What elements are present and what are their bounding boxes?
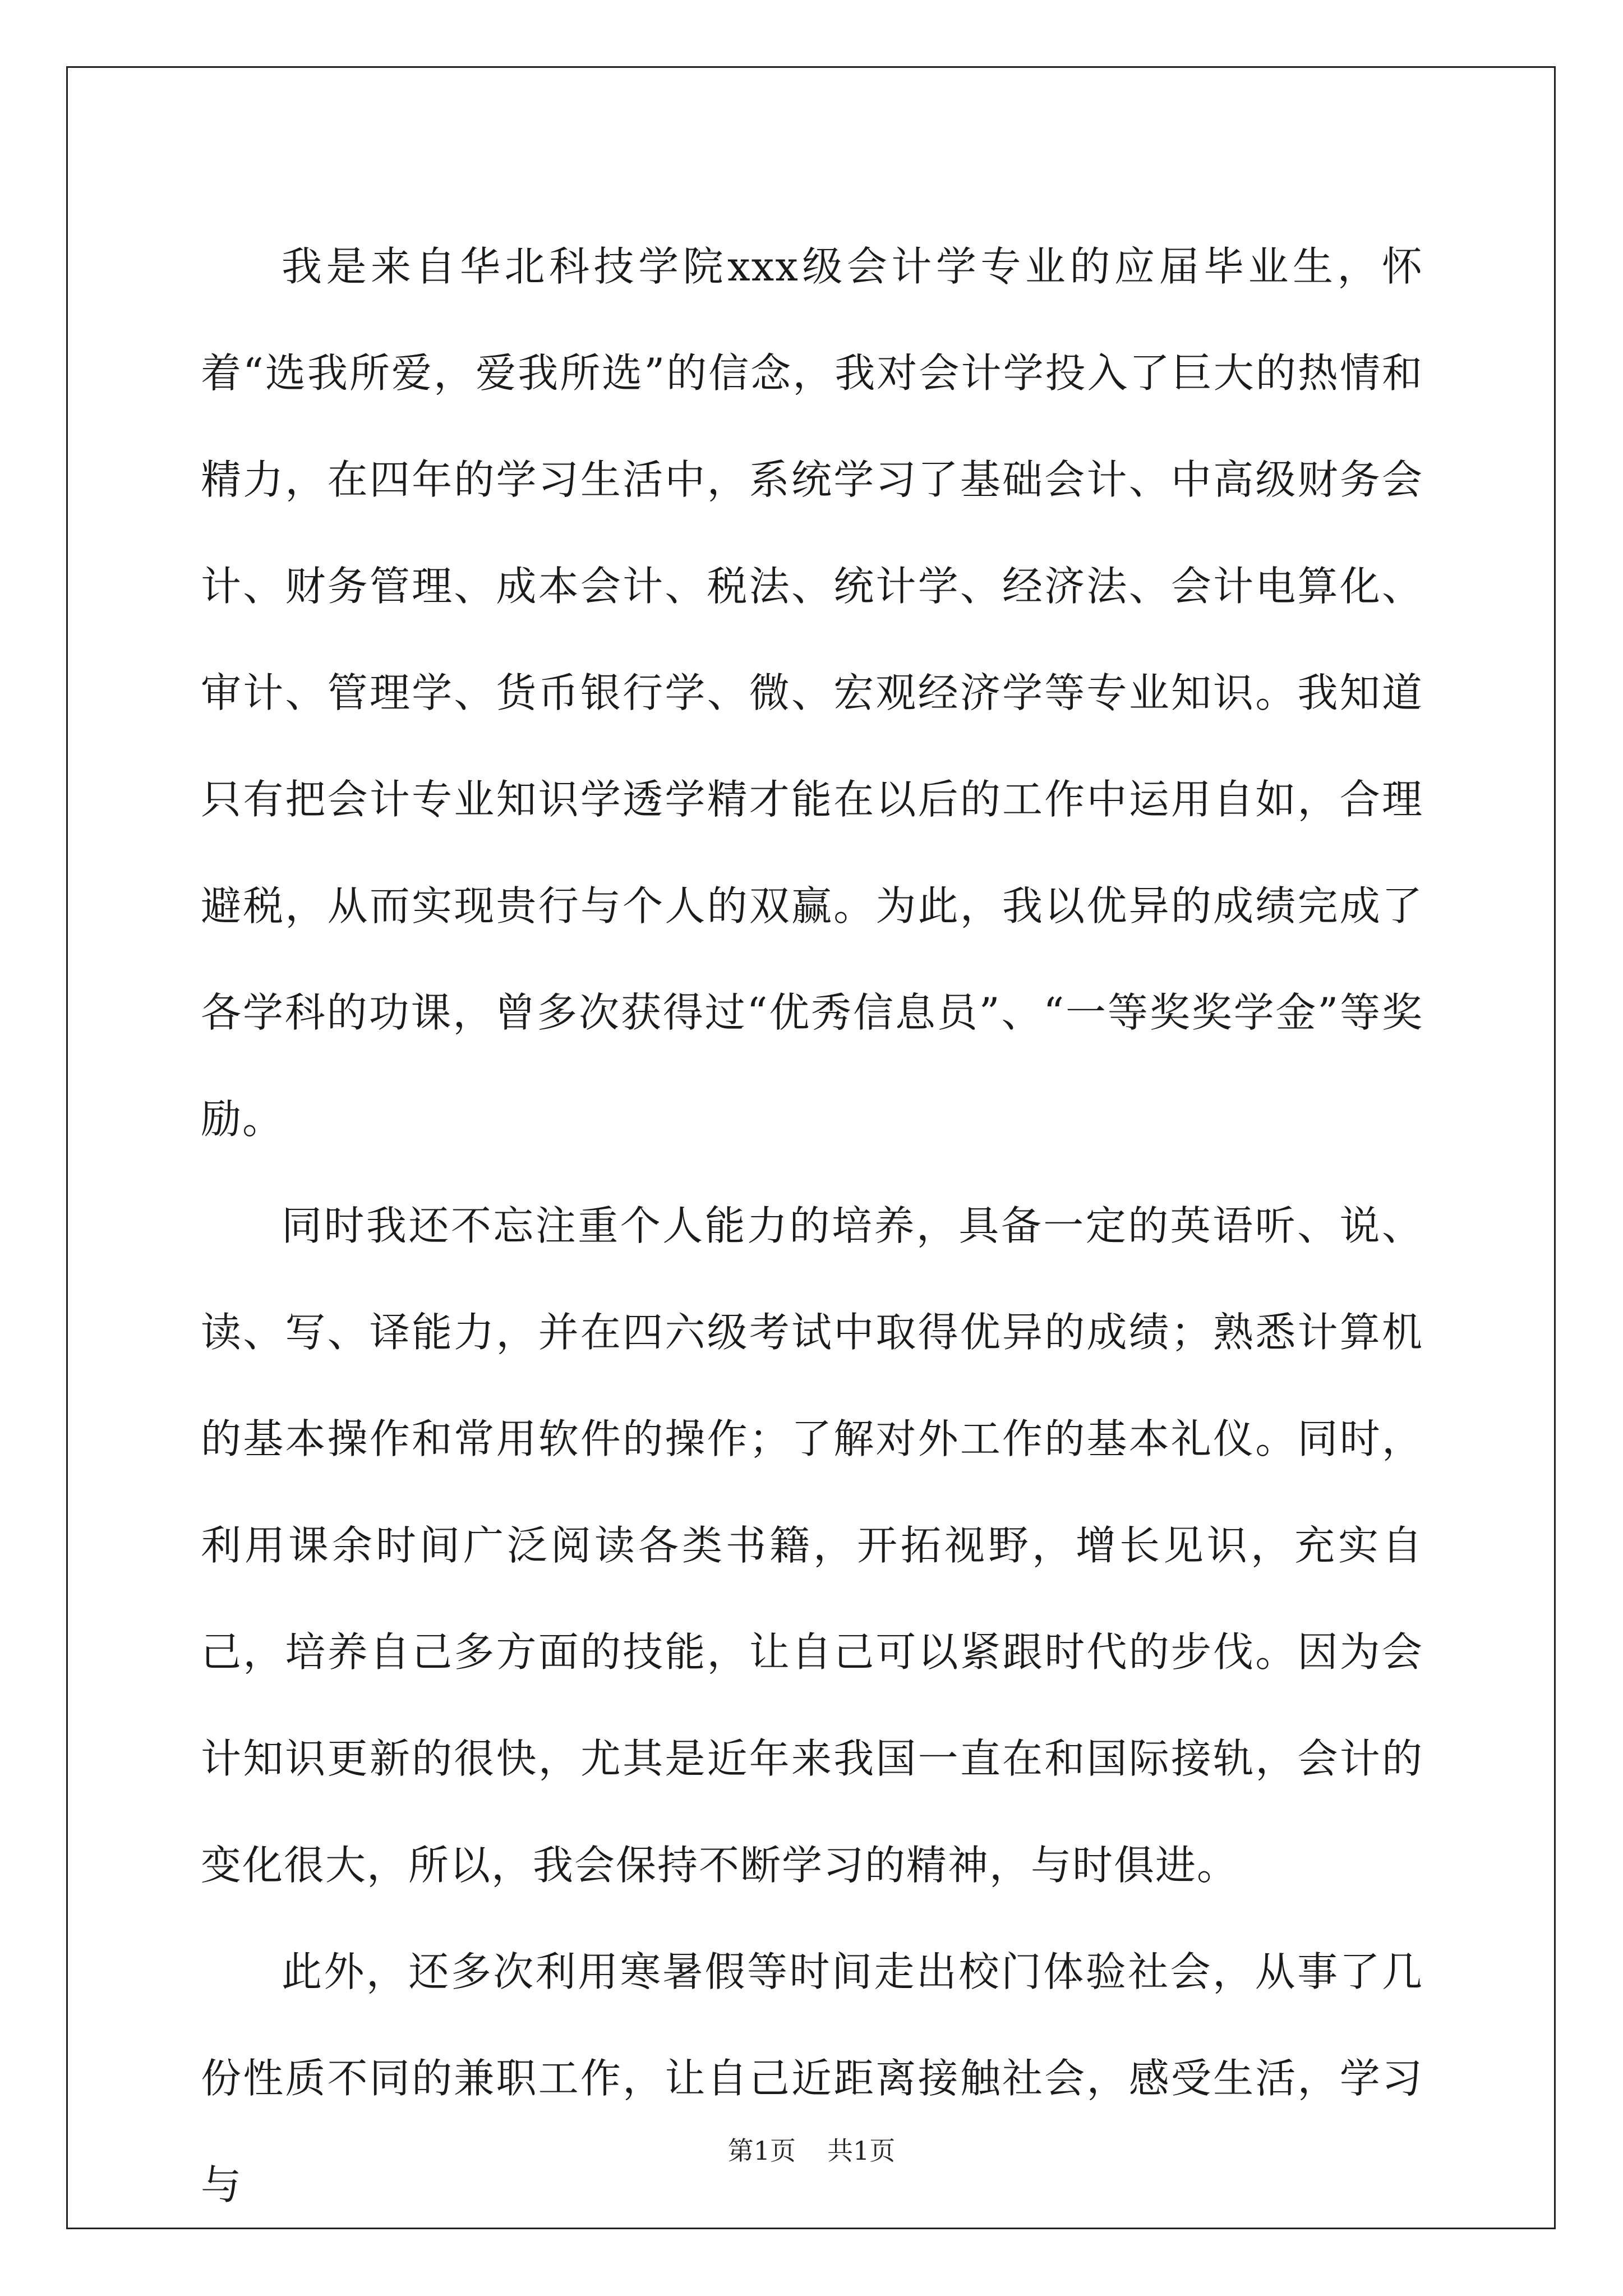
document-body	[201, 213, 1423, 2238]
page-total: 共1页	[827, 2136, 896, 2166]
paragraph-3: 此外，还多次利用寒暑假等时间走出校门体验社会，从事了几份性质不同的兼职工作，让自己近距离接触社会，感受生活，学习与	[201, 1948, 1423, 2208]
page-footer	[0, 2134, 1623, 2168]
paragraph-1: 我是来自华北科技学院xxx级会计学专业的应届毕业生，怀着“选我所爱，爱我所选”的信念，我对会计学投入了巨大的热情和精力，在四年的学习生活中，系统学习了基础会计、中高级财务会计、财务管理、成本会计、税法、统计学、经济法、会计电算化、审计、管理学、货币银行学、微、宏观经济学等专业知识。我知道只有把会计专业知识学透学精才能在以后的工作中运用自如，合理避税，从而实现贵行与个人的双赢。为此，我以优异的成绩完成了各学科的功课，曾多次获得过“优秀信息员”、“一等奖奖学金”等奖励。	[201, 243, 1423, 1143]
page-number: 第1页	[727, 2136, 796, 2166]
paragraph-2: 同时我还不忘注重个人能力的培养，具备一定的英语听、说、读、写、译能力，并在四六级考试中取得优异的成绩；熟悉计算机的基本操作和常用软件的操作；了解对外工作的基本礼仪。同时，利用课余时间广泛阅读各类书籍，开拓视野，增长见识，充实自己，培养自己多方面的技能，让自己可以紧跟时代的步伐。因为会计知识更新的很快，尤其是近年来我国一直在和国际接轨，会计的变化很大，所以，我会保持不断学习的精神，与时俱进。	[201, 1202, 1423, 1889]
